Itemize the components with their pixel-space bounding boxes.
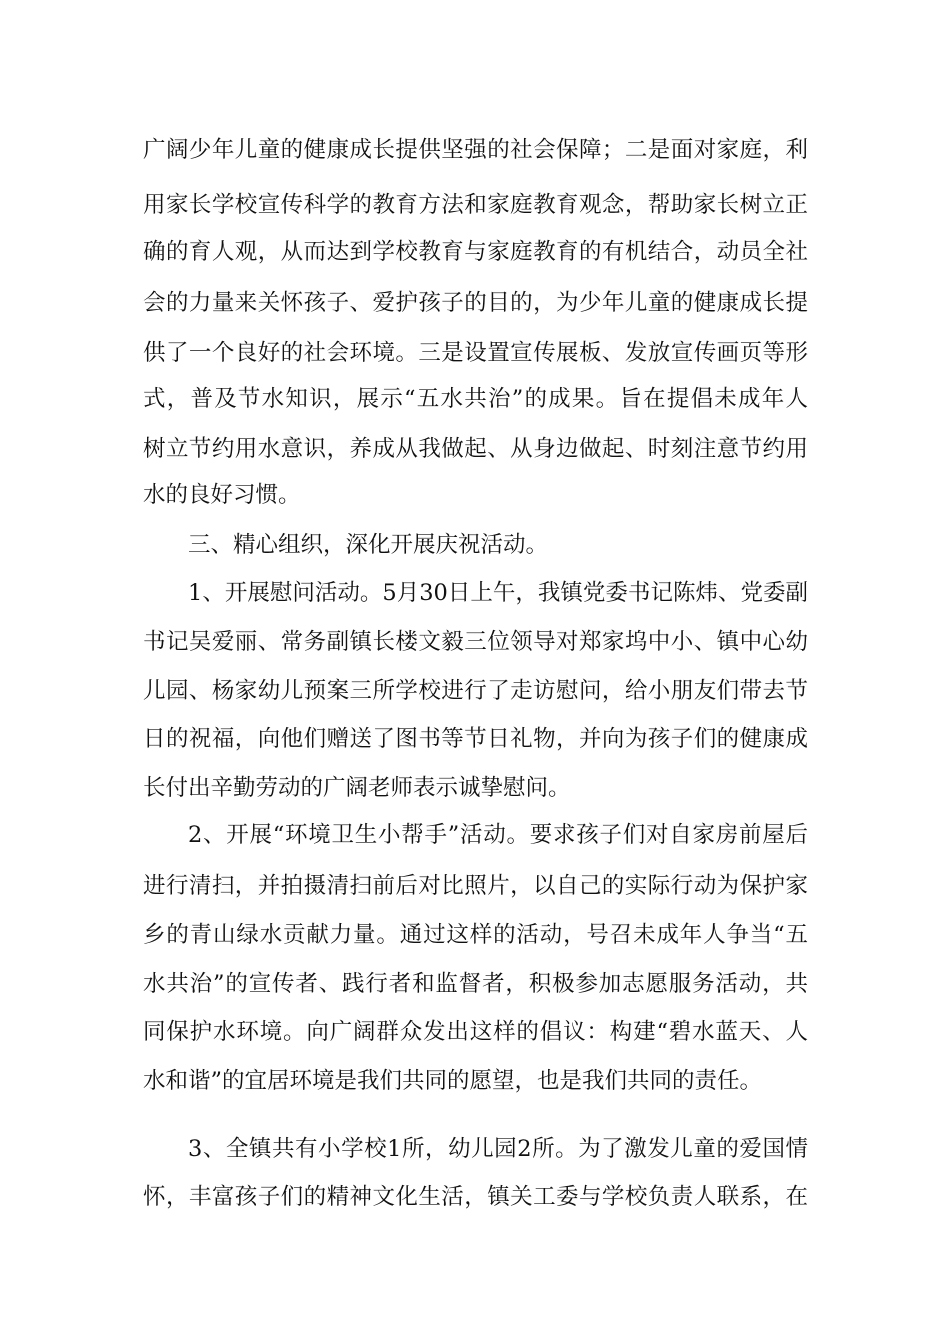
text-line: 进行清扫，并拍摄清扫前后对比照片，以自己的实际行动为保护家 (143, 873, 808, 899)
section-heading: 三、精心组织，深化开展庆祝活动。 (188, 532, 549, 558)
text-line: 1、开展慰问活动。5月30日上午，我镇党委书记陈炜、党委副 (188, 580, 808, 606)
text-line: 儿园、杨家幼儿预案三所学校进行了走访慰问，给小朋友们带去节 (143, 678, 808, 704)
text-line: 2、开展“环境卫生小帮手”活动。要求孩子们对自家房前屋后 (188, 822, 808, 848)
text-line: 树立节约用水意识，养成从我做起、从身边做起、时刻注意节约用 (143, 436, 808, 462)
text-line: 水和谐”的宜居环境是我们共同的愿望，也是我们共同的责任。 (143, 1068, 763, 1094)
text-line: 水的良好习惯。 (143, 482, 301, 508)
text-line: 水共治”的宣传者、践行者和监督者，积极参加志愿服务活动，共 (143, 971, 808, 997)
text-line: 怀，丰富孩子们的精神文化生活，镇关工委与学校负责人联系，在 (143, 1184, 808, 1210)
text-line: 书记吴爱丽、常务副镇长楼文毅三位领导对郑家坞中小、镇中心幼 (143, 629, 808, 655)
text-line: 会的力量来关怀孩子、爱护孩子的目的，为少年儿童的健康成长提 (143, 290, 808, 316)
text-line: 供了一个良好的社会环境。三是设置宣传展板、发放宣传画页等形 (143, 340, 808, 366)
text-line: 3、全镇共有小学校1所，幼儿园2所。为了激发儿童的爱国情 (188, 1136, 808, 1162)
text-line: 广阔少年儿童的健康成长提供坚强的社会保障；二是面对家庭，利 (143, 137, 808, 163)
text-line: 用家长学校宣传科学的教育方法和家庭教育观念，帮助家长树立正 (143, 192, 808, 218)
text-line: 式，普及节水知识，展示“五水共治”的成果。旨在提倡未成年人 (143, 386, 808, 412)
text-line: 日的祝福，向他们赠送了图书等节日礼物，并向为孩子们的健康成 (143, 726, 808, 752)
text-line: 确的育人观，从而达到学校教育与家庭教育的有机结合，动员全社 (143, 239, 808, 265)
text-line: 同保护水环境。向广阔群众发出这样的倡议：构建“碧水蓝天、人 (143, 1019, 808, 1045)
text-line: 乡的青山绿水贡献力量。通过这样的活动，号召未成年人争当“五 (143, 922, 808, 948)
text-line: 长付出辛勤劳动的广阔老师表示诚挚慰问。 (143, 775, 571, 801)
